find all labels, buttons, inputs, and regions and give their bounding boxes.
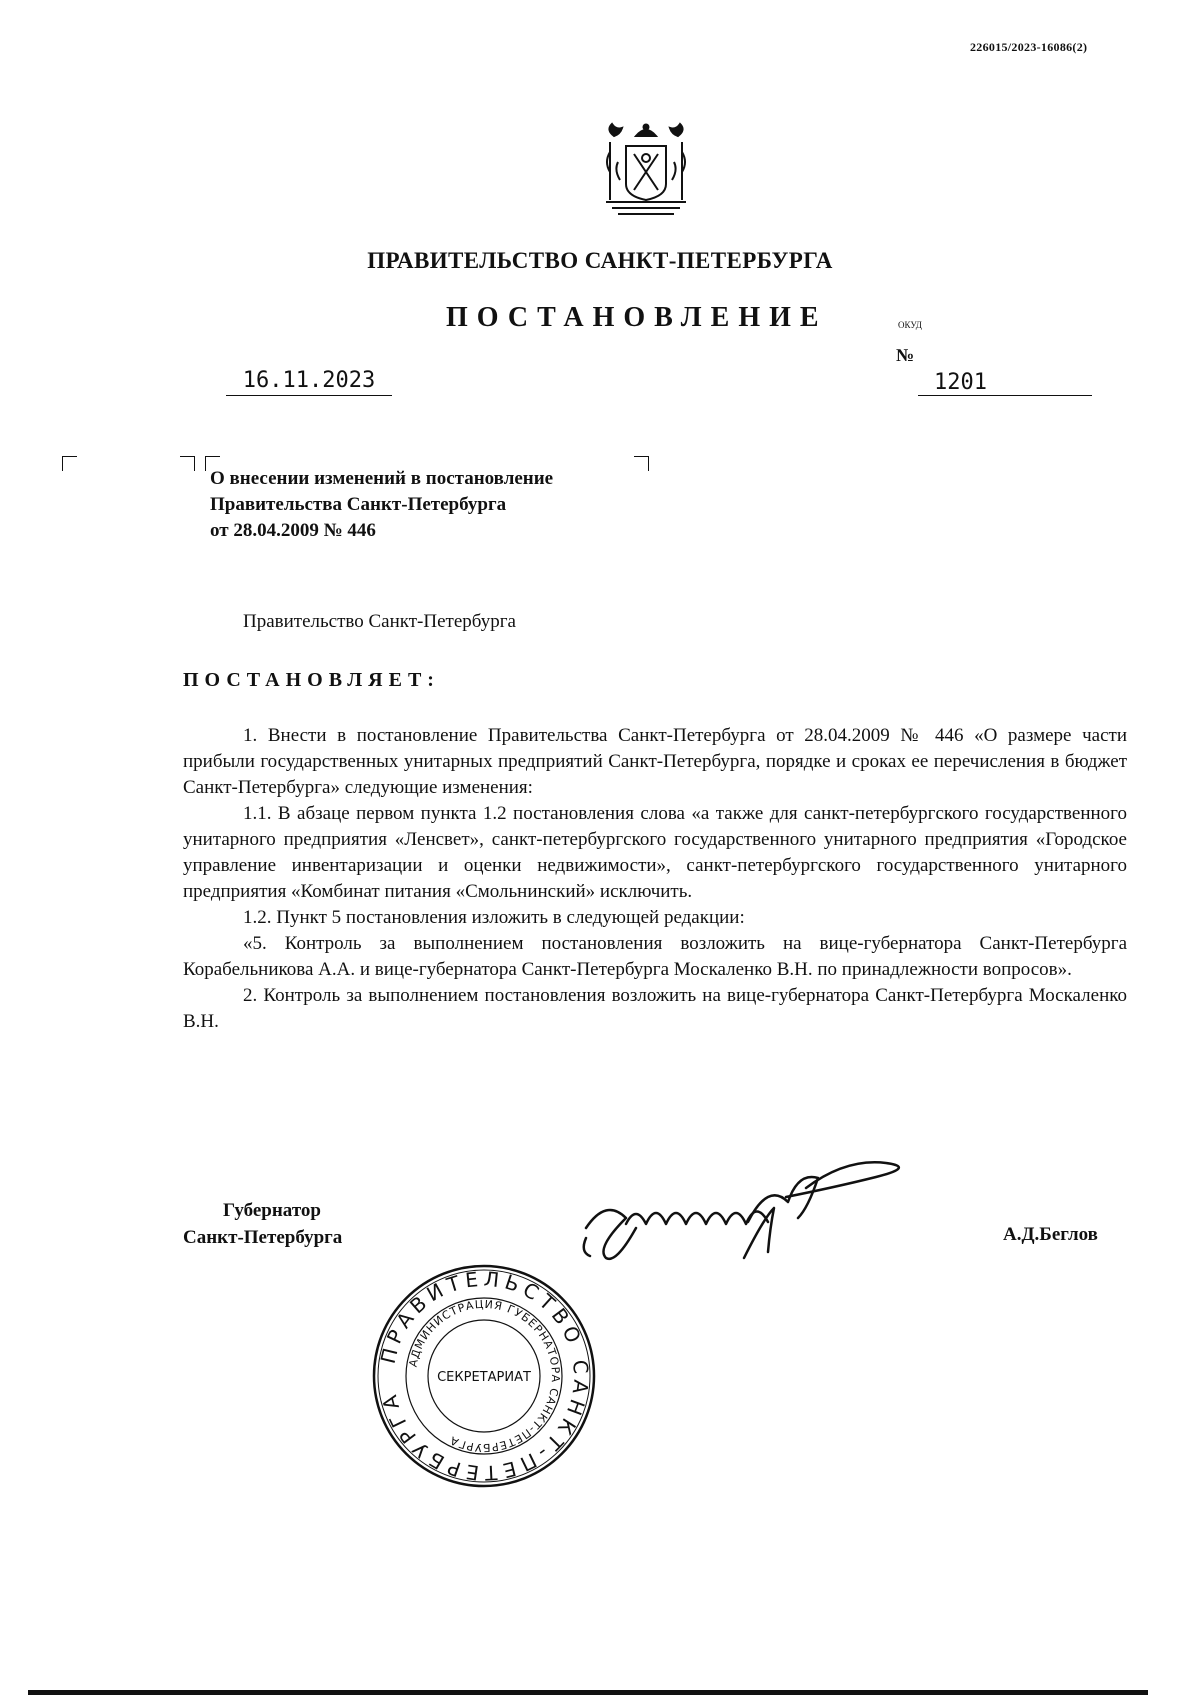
bracket-corner [180, 456, 195, 471]
paragraph: «5. Контроль за выполнением постановления возложить на вице-губернатора Санкт-Петербурга Корабельникова А.А. и вице-губернатора Санкт-Петербурга Москаленко В.Н. по принадлежности вопросов». [183, 933, 1127, 980]
signatory-title-line: Санкт-Петербурга [183, 1227, 343, 1248]
paragraph: 1.2. Пункт 5 постановления изложить в следующей редакции: [243, 907, 745, 928]
paragraph: 1. Внести в постановление Правительства Санкт-Петербурга от 28.04.2009 № 446 «О размере части прибыли государственных унитарных предприятий Санкт-Петербурга, порядке и сроках ее перечисления в бюджет Санкт-Петербурга» следующие изменения: [183, 725, 1127, 798]
paragraph: 2. Контроль за выполнением постановления возложить на вице-губернатора Санкт-Петербурга Москаленко В.Н. [183, 985, 1127, 1032]
round-seal-stamp [368, 1260, 600, 1492]
document-subject [210, 466, 553, 544]
registration-number: 226015/2023-16086(2) [970, 40, 1088, 54]
signatory-name: А.Д.Беглов [1003, 1224, 1098, 1245]
subject-line: Правительства Санкт-Петербурга [210, 494, 507, 515]
decree-word: ПОСТАНОВЛЯЕТ: [183, 669, 440, 691]
bracket-corner [634, 456, 649, 471]
signatory-title-line: Губернатор [223, 1200, 321, 1221]
stamp-inner-text: АДМИНИСТРАЦИЯ ГУБЕРНАТОРА САНКТ-ПЕТЕРБУРГА [406, 1297, 563, 1455]
issuer-heading: ПРАВИТЕЛЬСТВО САНКТ-ПЕТЕРБУРГА [367, 248, 833, 273]
coat-of-arms-icon [598, 122, 694, 222]
document-body [183, 723, 1127, 1035]
paragraph: 1.1. В абзаце первом пункта 1.2 постановления слова «а также для санкт-петербургского государственного унитарного предприятия «Ленсвет», санкт-петербургского государственного унитарного предприятия «Городское управление инвентаризации и оценки недвижимости», санкт-петербургского государственного унитарного предприятия «Комбинат питания «Смольнинский» исключить. [183, 803, 1127, 902]
okud-label: ОКУД [898, 320, 922, 330]
stamp-center-text: СЕКРЕТАРИАТ [437, 1370, 531, 1385]
subject-line: О внесении изменений в постановление [210, 468, 554, 489]
document-number: 1201 [918, 370, 1092, 396]
issuer-name: Правительство Санкт-Петербурга [243, 611, 516, 632]
scan-edge-bar [28, 1690, 1148, 1695]
stamp-outer-text: ПРАВИТЕЛЬСТВО САНКТ-ПЕТЕРБУРГА [375, 1266, 594, 1486]
bracket-corner [62, 456, 77, 471]
document-type-title: ПОСТАНОВЛЕНИЕ [446, 302, 828, 333]
document-date: 16.11.2023 [226, 368, 392, 396]
number-sign: № [896, 345, 915, 365]
signatory-title [183, 1197, 342, 1251]
subject-line: от 28.04.2009 № 446 [210, 520, 376, 541]
handwritten-signature [576, 1158, 936, 1268]
